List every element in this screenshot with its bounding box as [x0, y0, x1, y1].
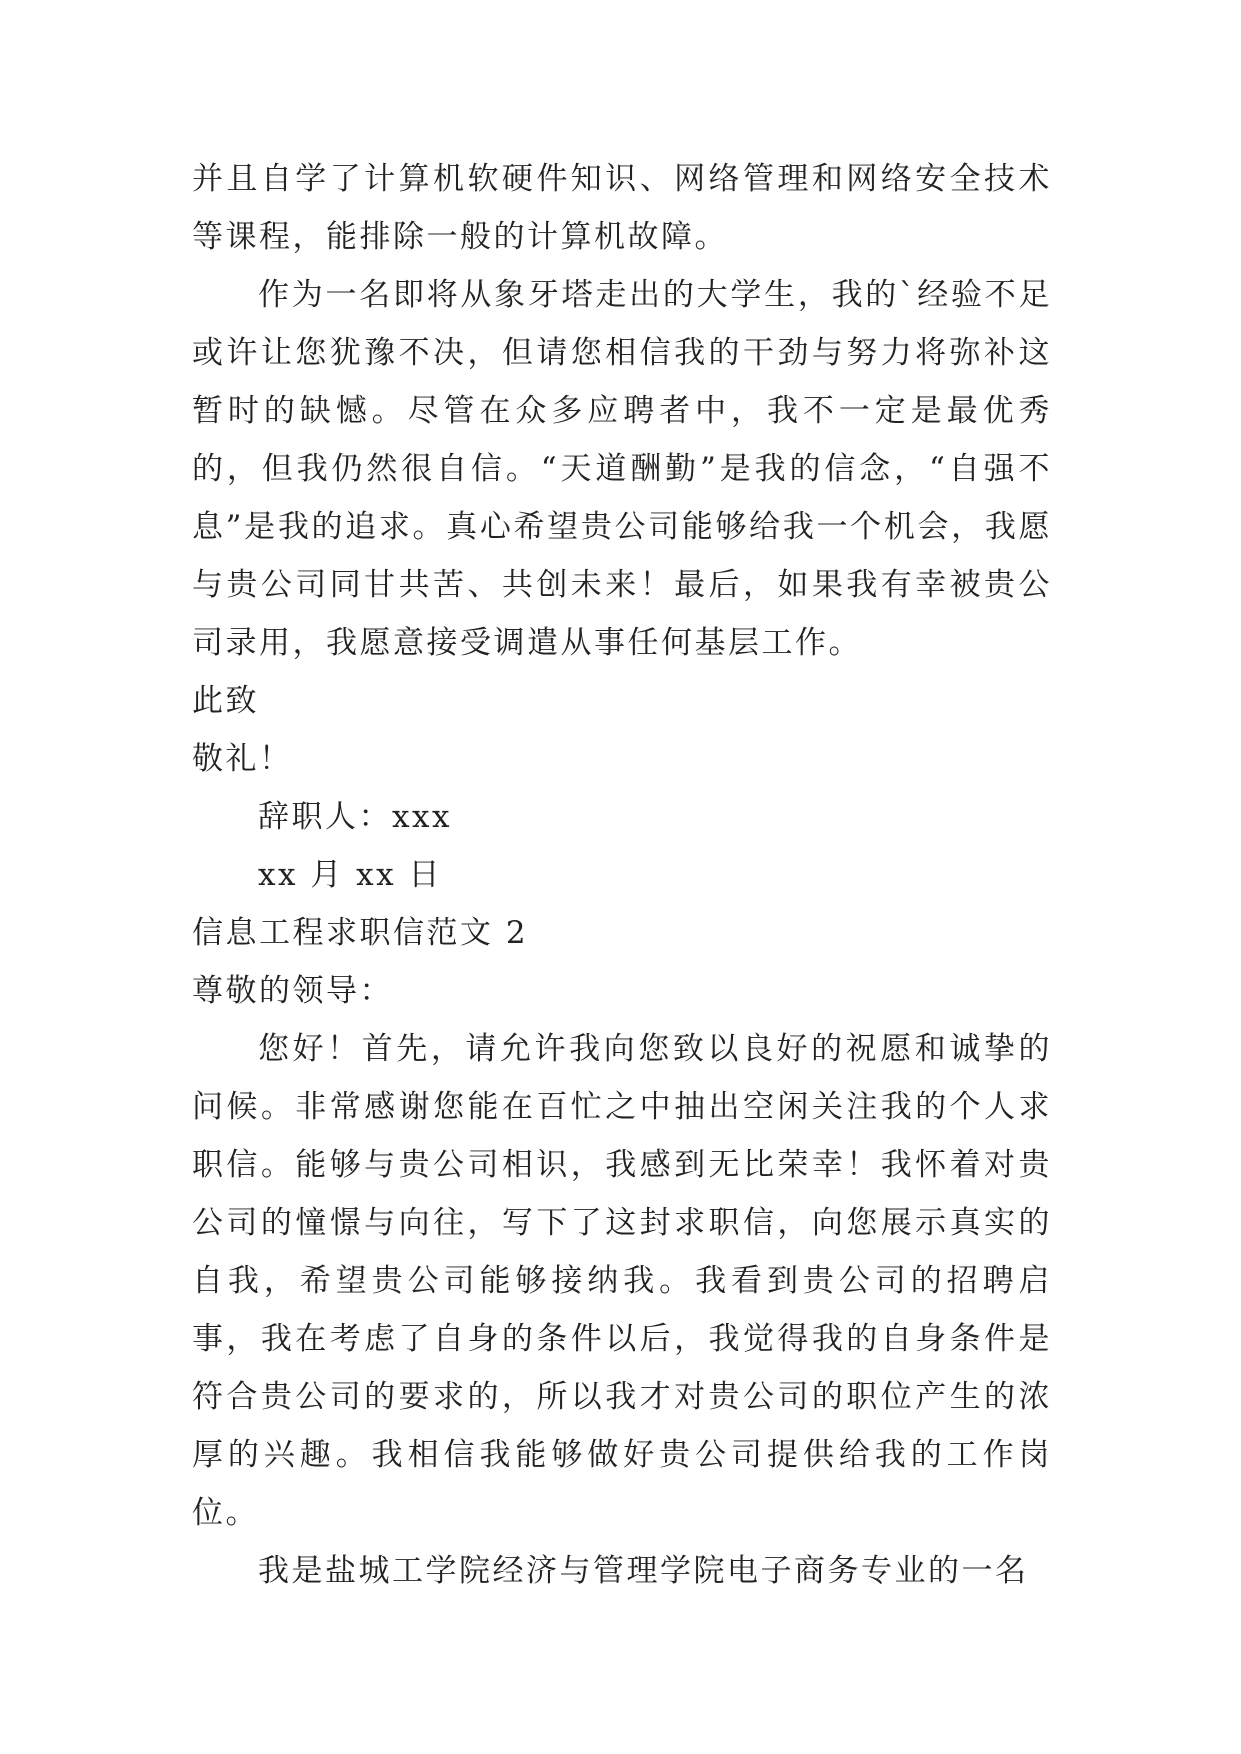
closing-line-1: 此致 [192, 683, 259, 719]
paragraph-intro: 我是盐城工学院经济与管理学院电子商务专业的一名 [258, 1553, 1029, 1589]
closing-line-2: 敬礼！ [192, 741, 293, 777]
paragraph-greeting: 您好！首先，请允许我向您致以良好的祝愿和诚挚的问候。非常感谢您能在百忙之中抽出空闲关注我的个人求职信。能够与贵公司相识，我感到无比荣幸！我怀着对贵公司的憧憬与向往，写下了这封求职信，向您展示真实的自我，希望贵公司能够接纳我。我看到贵公司的招聘启事，我在考虑了自身的条件以后，我觉得我的自身条件是符合贵公司的要求的，所以我才对贵公司的职位产生的浓厚的兴趣。我相信我能够做好贵公司提供给我的工作岗位。 [192, 1031, 1052, 1531]
date-line: xx 月 xx 日 [258, 857, 442, 893]
signer-line: 辞职人：xxx [258, 799, 452, 835]
salutation: 尊敬的领导： [192, 973, 393, 1009]
paragraph-skills: 并且自学了计算机软硬件知识、网络管理和网络安全技术等课程，能排除一般的计算机故障。 [192, 161, 1052, 255]
section-title: 信息工程求职信范文 2 [192, 915, 529, 951]
paragraph-experience: 作为一名即将从象牙塔走出的大学生，我的`经验不足或许让您犹豫不决，但请您相信我的干劲与努力将弥补这暂时的缺憾。尽管在众多应聘者中，我不一定是最优秀的，但我仍然很自信。“天道酬勤”是我的信念，“自强不息”是我的追求。真心希望贵公司能够给我一个机会，我愿与贵公司同甘共苦、共创未来！最后，如果我有幸被贵公司录用，我愿意接受调遣从事任何基层工作。 [192, 277, 1052, 661]
document-page [192, 150, 1052, 1600]
